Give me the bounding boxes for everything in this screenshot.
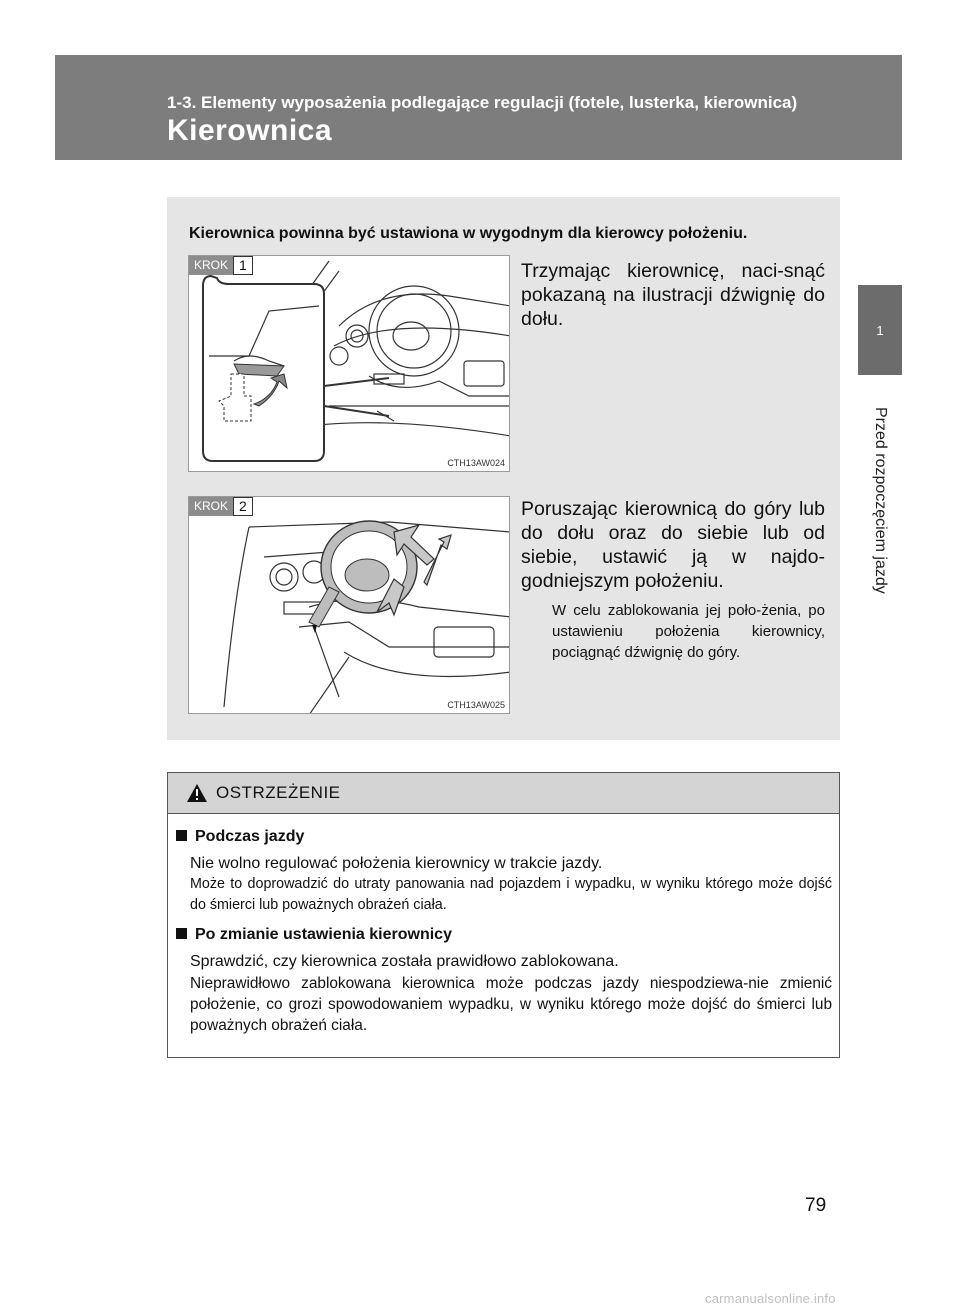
- step-badge-word: KROK: [189, 497, 233, 516]
- step-2-badge: [189, 497, 253, 516]
- step-badge-word: KROK: [189, 256, 233, 275]
- warning-title: OSTRZEŻENIE: [216, 783, 341, 802]
- step-2-illustration: [188, 496, 510, 714]
- warning-item-2-body: Nieprawidłowo zablokowana kierownica może podczas jazdy niespodziewa-nie zmienić położenie, co grozi spowodowaniem wypadku, w wyniku którego może dojść do śmierci lub poważnych obrażeń ciała.: [190, 975, 832, 1034]
- bullet-square-icon: [176, 830, 187, 841]
- warning-header: [168, 773, 839, 814]
- warning-box: [167, 772, 840, 1058]
- chapter-number: 1: [876, 322, 884, 338]
- warning-item-1-body: Może to doprowadzić do utraty panowania nad pojazdem i wypadku, w wyniku którego może dojść do śmierci lub poważnych obrażeń ciała.: [190, 876, 832, 913]
- steering-adjust-drawing: [189, 497, 510, 714]
- section-label: 1-3. Elementy wyposażenia podlegające regulacji (fotele, lusterka, kierownica): [167, 93, 798, 112]
- steering-lever-drawing: [189, 256, 510, 472]
- warning-item-title-text: Po zmianie ustawienia kierownicy: [195, 926, 452, 943]
- chapter-title: Przed rozpoczęciem jazdy: [872, 406, 889, 594]
- step-1-illustration: [188, 255, 510, 472]
- instructions-panel: [167, 197, 840, 740]
- intro-text: Kierownica powinna być ustawiona w wygodnym dla kierowcy położeniu.: [189, 225, 748, 242]
- warning-item-2-line: Sprawdzić, czy kierownica została prawidłowo zablokowana.: [190, 953, 619, 970]
- watermark: carmanualsonline.info: [705, 1291, 836, 1306]
- step-1-badge: [189, 256, 253, 275]
- step-2-text: Poruszając kierownicą do góry lub do dołu oraz do siebie lub od siebie, ustawić ją w najdo-godniejszym położeniu.: [521, 498, 825, 592]
- chapter-title-vertical: [866, 380, 894, 620]
- step-2-note: W celu zablokowania jej poło-żenia, po ustawieniu położenia kierownicy, pociągnąć dźwignię do góry.: [552, 602, 825, 661]
- chapter-tab: [858, 285, 902, 375]
- warning-triangle-icon: [186, 783, 208, 803]
- warning-item-1-line: Nie wolno regulować położenia kierownicy w trakcie jazdy.: [190, 855, 603, 872]
- step-badge-number: 2: [233, 497, 253, 516]
- page-title: Kierownica: [167, 114, 333, 147]
- warning-item-title-text: Podczas jazdy: [195, 828, 305, 845]
- figure-code: CTH13AW025: [447, 700, 505, 710]
- warning-item-2-title: [176, 926, 452, 944]
- step-1-text: Trzymając kierownicę, naci-snąć pokazaną na ilustracji dźwignię do dołu.: [521, 260, 825, 330]
- step-badge-number: 1: [233, 256, 253, 275]
- figure-code: CTH13AW024: [447, 458, 505, 468]
- warning-item-1-title: [176, 828, 304, 846]
- bullet-square-icon: [176, 928, 187, 939]
- page-number: 79: [805, 1195, 827, 1216]
